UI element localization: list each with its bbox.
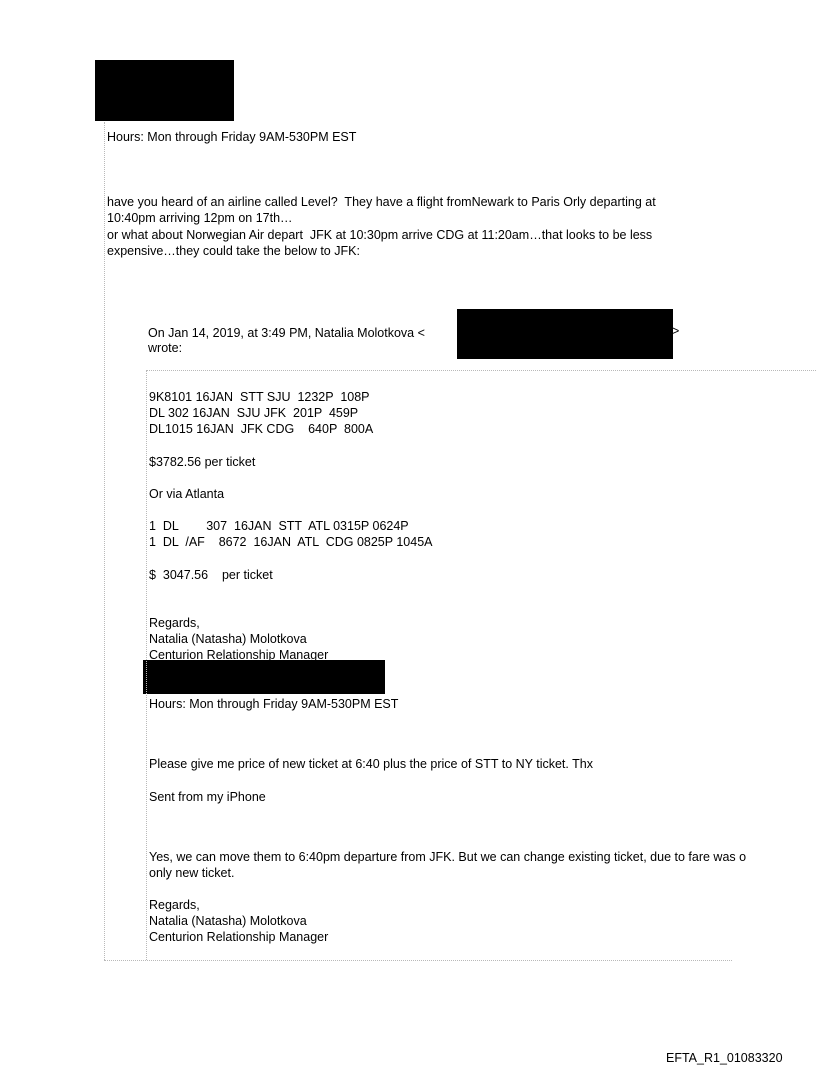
answer-line-1: Yes, we can move them to 6:40pm departure from JFK. But we can change existing ticket, due to fare was o: [149, 850, 747, 864]
price-a: $3782.56 per ticket: [149, 455, 256, 469]
outer-quote-border: [104, 122, 105, 960]
document-id: EFTA_R1_01083320: [666, 1051, 783, 1065]
signature-name: Natalia (Natasha) Molotkova: [149, 632, 307, 646]
signature-regards: Regards,: [149, 616, 200, 630]
flight-line-b2: 1 DL /AF 8672 16JAN ATL CDG 0825P 1045A: [149, 535, 433, 549]
redaction-block-signature: [143, 660, 385, 694]
inner-quote-border: [146, 370, 147, 960]
quote-header-line-1: On Jan 14, 2019, at 3:49 PM, Natalia Molotkova <: [148, 326, 425, 340]
flight-line-a3: DL1015 16JAN JFK CDG 640P 800A: [149, 422, 374, 436]
inner-quote-top: [146, 370, 816, 371]
signature2-name: Natalia (Natasha) Molotkova: [149, 914, 307, 928]
reply-line-2: 10:40pm arriving 12pm on 17th…: [107, 211, 293, 225]
reply-line-4: expensive…they could take the below to JFK:: [107, 244, 360, 258]
reply-line-1: have you heard of an airline called Level? They have a flight fromNewark to Paris Orly departing at: [107, 195, 656, 209]
flight-line-a2: DL 302 16JAN SJU JFK 201P 459P: [149, 406, 359, 420]
outer-quote-bottom: [104, 960, 732, 961]
price-b: $ 3047.56 per ticket: [149, 568, 273, 582]
redaction-block-email: [457, 309, 673, 359]
answer-line-2: only new ticket.: [149, 866, 235, 880]
flight-line-a1: 9K8101 16JAN STT SJU 1232P 108P: [149, 390, 370, 404]
reply-line-3: or what about Norwegian Air depart JFK at 10:30pm arrive CDG at 11:20am…that looks to be less: [107, 228, 653, 242]
quoted-hours: Hours: Mon through Friday 9AM-530PM EST: [149, 697, 399, 711]
quote-header-trailing: >: [672, 324, 680, 338]
quote-header-line-2: wrote:: [148, 341, 183, 355]
via-atlanta: Or via Atlanta: [149, 487, 225, 501]
signature-title: Centurion Relationship Manager: [149, 648, 329, 662]
signature2-regards: Regards,: [149, 898, 200, 912]
signature2-title: Centurion Relationship Manager: [149, 930, 329, 944]
flight-line-b1: 1 DL 307 16JAN STT ATL 0315P 0624P: [149, 519, 409, 533]
redaction-block-top: [95, 60, 234, 121]
request-line: Please give me price of new ticket at 6:40 plus the price of STT to NY ticket. Thx: [149, 757, 593, 771]
sent-from: Sent from my iPhone: [149, 790, 266, 804]
header-hours: Hours: Mon through Friday 9AM-530PM EST: [107, 130, 357, 144]
